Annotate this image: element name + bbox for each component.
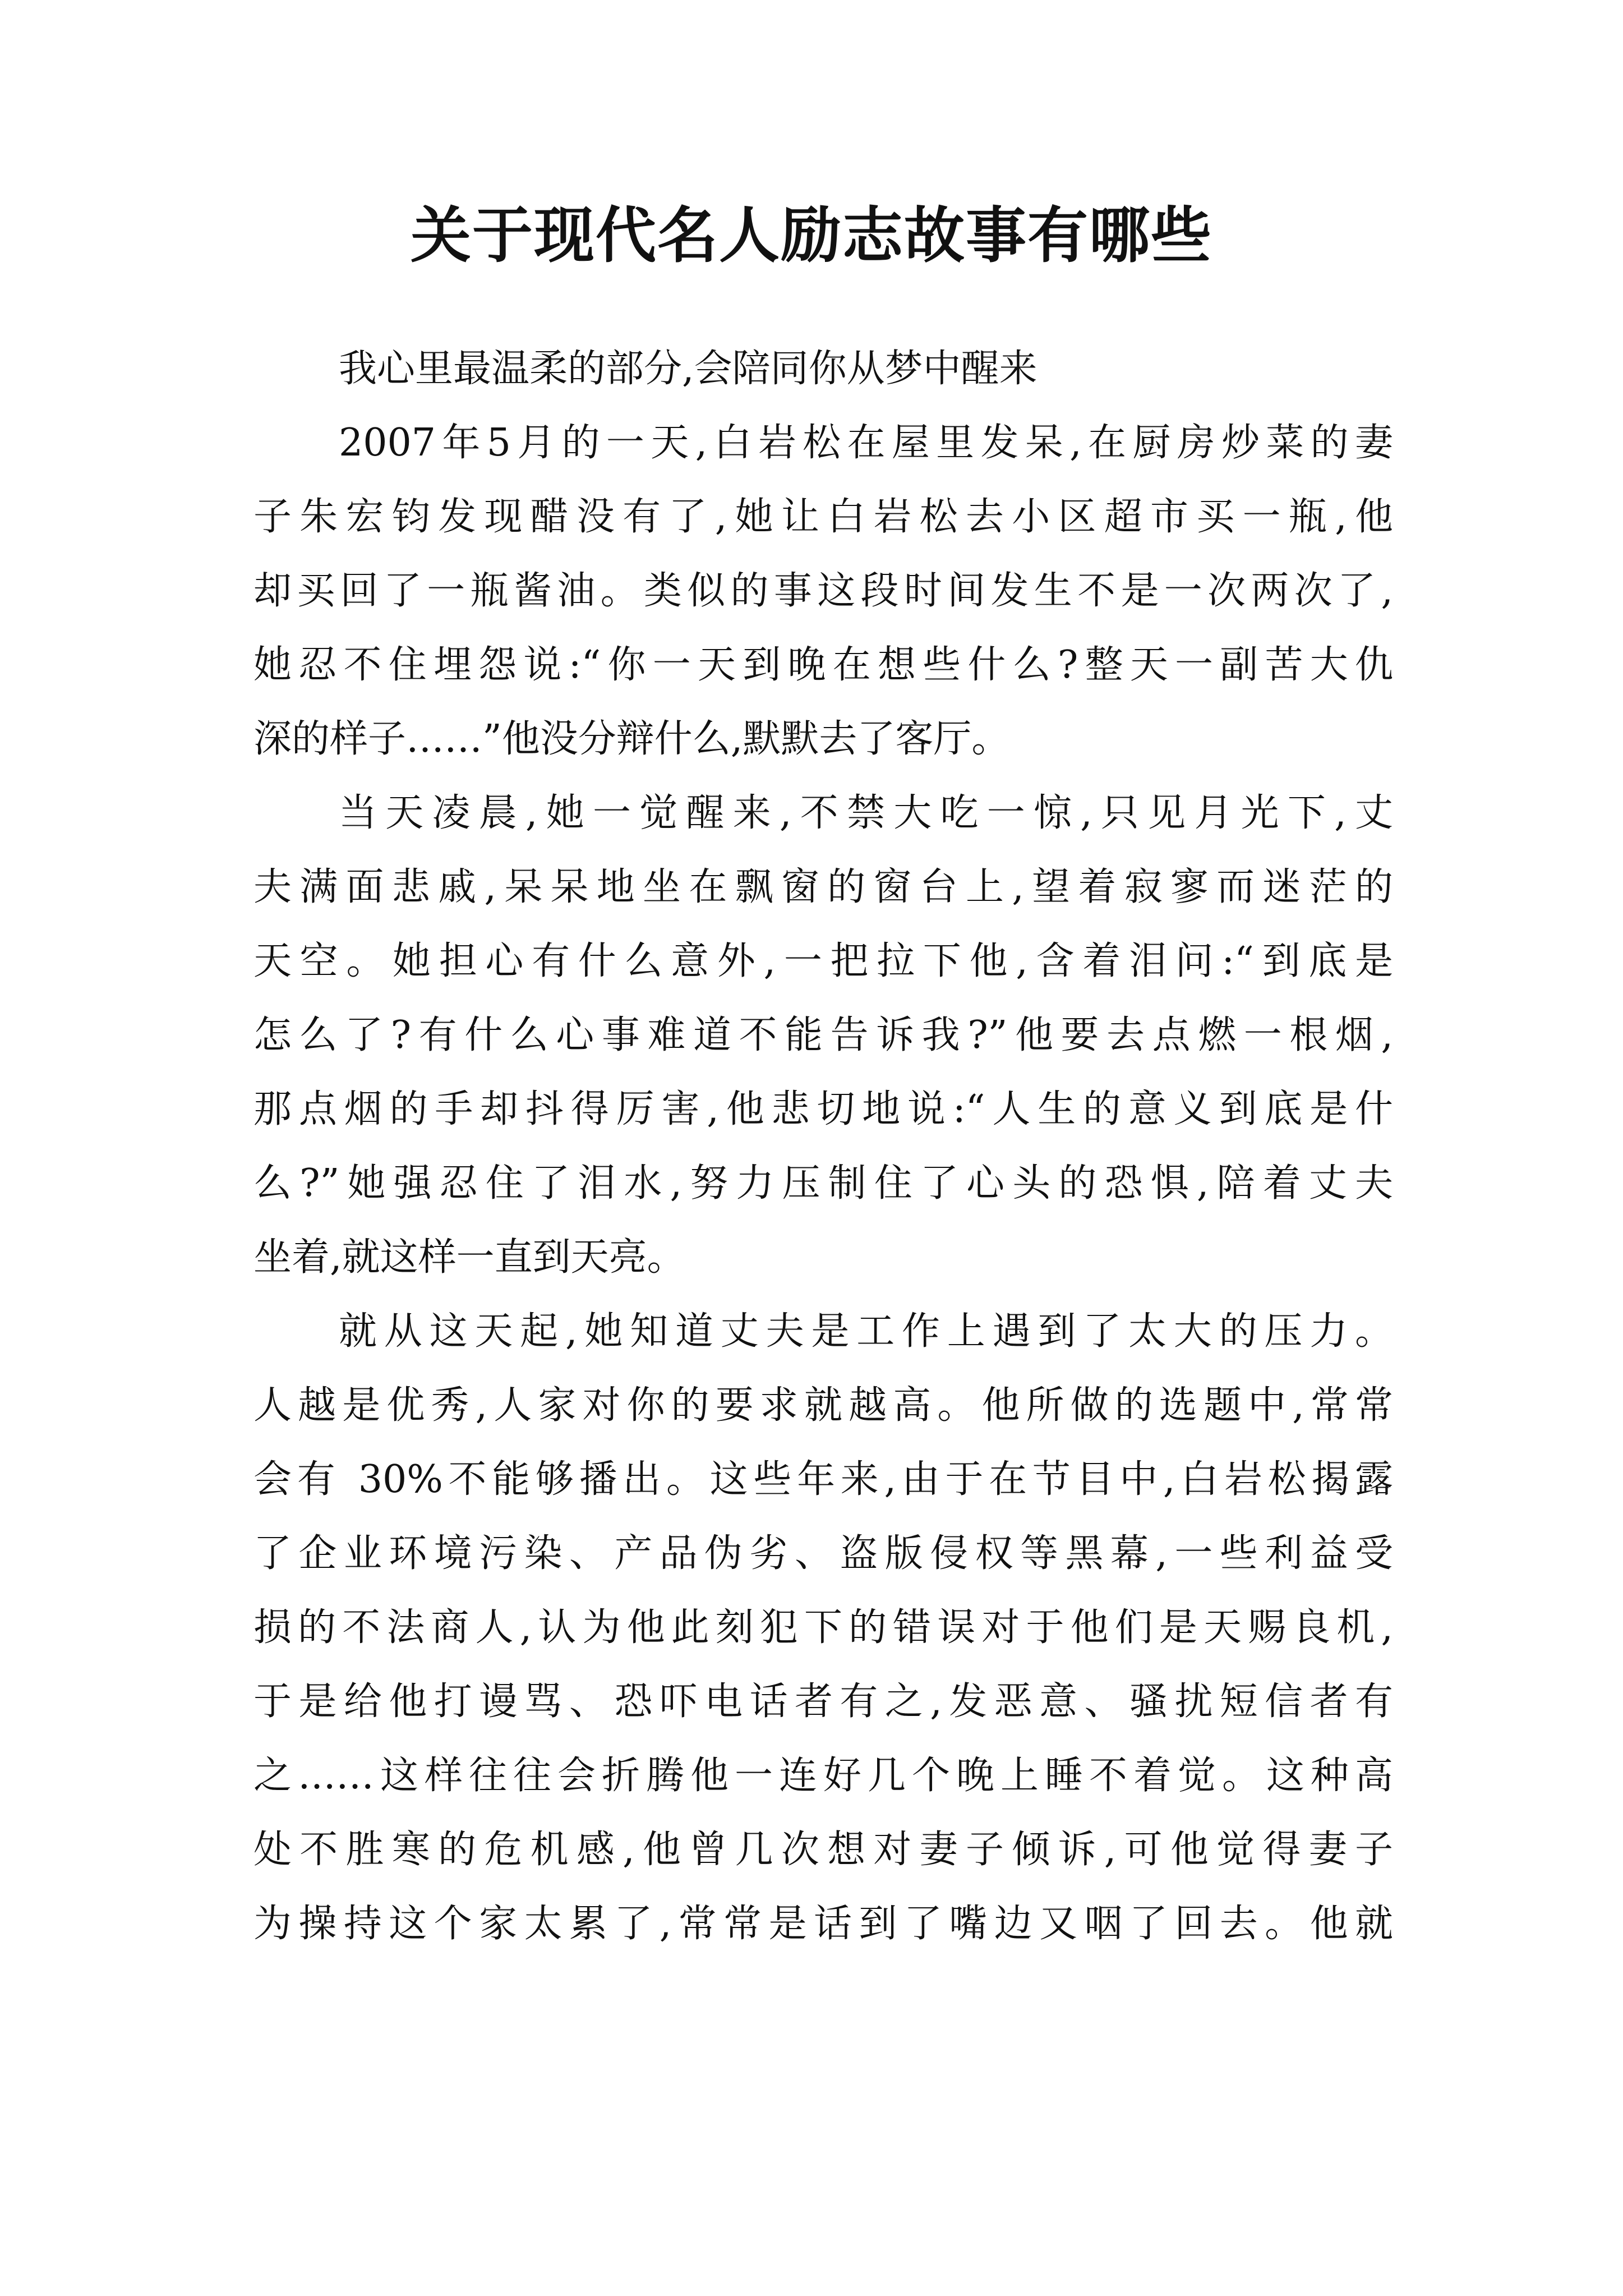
text-line: 坐着,就这样一直到天亮。 [253,1235,685,1280]
text-line: 于是给他打谩骂、恐吓电话者有之,发恶意、骚扰短信者有 [253,1680,1393,1724]
text-line: 了企业环境污染、产品伪劣、盗版侵权等黑幕,一些利益受 [253,1531,1393,1576]
text-line: 那点烟的手却抖得厉害,他悲切地说:“人生的意义到底是什 [253,1087,1393,1131]
text-line: 2007年5月的一天,白岩松在屋里发呆,在厨房炒菜的妻 [339,421,1393,465]
text-line: 处不胜寒的危机感,他曾几次想对妻子倾诉,可他觉得妻子 [253,1828,1393,1872]
text-line: 我心里最温柔的部分,会陪同你从梦中醒来 [339,347,1038,391]
text-line: 天空。她担心有什么意外,一把拉下他,含着泪问:“到底是 [253,939,1393,983]
document-body [253,332,1393,1961]
text-line: 夫满面悲戚,呆呆地坐在飘窗的窗台上,望着寂寥而迷茫的 [253,865,1393,909]
document-title: 关于现代名人励志故事有哪些 [410,200,1212,271]
text-line: 人越是优秀,人家对你的要求就越高。他所做的选题中,常常 [253,1383,1393,1428]
text-line: 会有 30%不能够播出。这些年来,由于在节目中,白岩松揭露 [253,1457,1393,1502]
text-line: 之……这样往往会折腾他一连好几个晚上睡不着觉。这种高 [253,1754,1393,1798]
text-line: 损的不法商人,认为他此刻犯下的错误对于他们是天赐良机, [253,1605,1393,1650]
text-line: 怎么了?有什么心事难道不能告诉我?”他要去点燃一根烟, [253,1013,1393,1057]
text-line: 为操持这个家太累了,常常是话到了嘴边又咽了回去。他就 [253,1902,1393,1946]
text-line: 么?”她强忍住了泪水,努力压制住了心头的恐惧,陪着丈夫 [253,1161,1393,1205]
text-line: 就从这天起,她知道丈夫是工作上遇到了太大的压力。 [339,1309,1393,1354]
text-line: 却买回了一瓶酱油。类似的事这段时间发生不是一次两次了, [253,569,1393,613]
text-line: 当天凌晨,她一觉醒来,不禁大吃一惊,只见月光下,丈 [339,791,1393,835]
text-line: 深的样子……”他没分辩什么,默默去了客厅。 [253,717,1010,761]
text-line: 子朱宏钧发现醋没有了,她让白岩松去小区超市买一瓶,他 [253,495,1393,539]
text-line: 她忍不住埋怨说:“你一天到晚在想些什么?整天一副苦大仇 [253,643,1393,687]
